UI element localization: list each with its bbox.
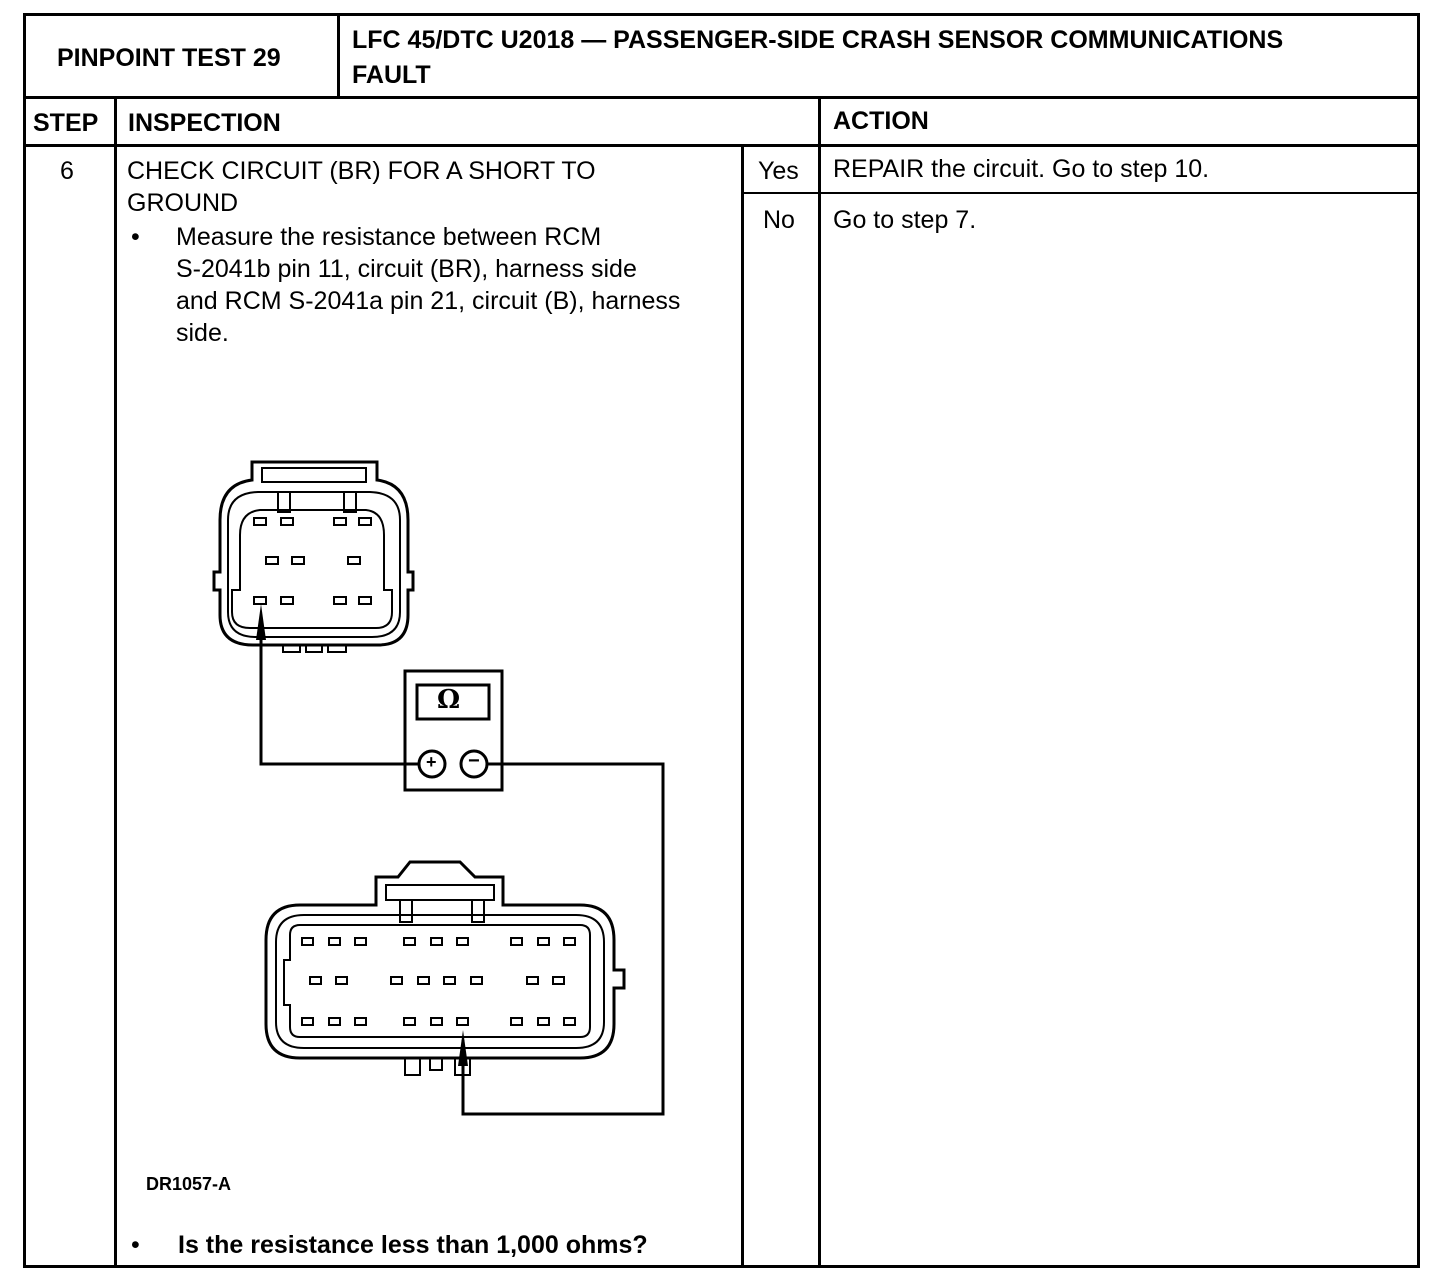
rcm-connector-s2041b: [214, 462, 413, 652]
test-title-line-1: LFC 45/DTC U2018 — PASSENGER-SIDE CRASH SENSOR COMMUNICATIONS: [352, 26, 1284, 54]
yes-action: REPAIR the circuit. Go to step 10.: [833, 155, 1210, 183]
inspection-column-header: INSPECTION: [128, 109, 281, 137]
bullet-line-2: S-2041b pin 11, circuit (BR), harness side: [176, 255, 637, 283]
bullet-line-1: Measure the resistance between RCM: [176, 223, 602, 251]
action-column-header: ACTION: [833, 107, 929, 135]
yes-label: Yes: [758, 157, 799, 185]
ohm-symbol: Ω: [437, 685, 461, 715]
question-bullet-marker: •: [131, 1231, 140, 1259]
pinpoint-test-label: PINPOINT TEST 29: [57, 44, 281, 72]
bullet-line-3: and RCM S-2041a pin 21, circuit (B), harness: [176, 287, 681, 315]
bullet-marker: •: [131, 223, 140, 251]
rcm-connector-s2041a: [266, 862, 624, 1075]
check-title-line-2: GROUND: [127, 189, 239, 217]
bullet-line-4: side.: [176, 319, 229, 347]
check-title-line-1: CHECK CIRCUIT (BR) FOR A SHORT TO: [127, 157, 596, 185]
no-label: No: [763, 206, 795, 234]
question-text: Is the resistance less than 1,000 ohms?: [178, 1231, 648, 1259]
step-number: 6: [60, 157, 74, 185]
test-title-line-2: FAULT: [352, 61, 431, 89]
step-column-header: STEP: [33, 109, 99, 137]
meter-minus-terminal: −: [468, 750, 480, 772]
no-action: Go to step 7.: [833, 206, 977, 234]
meter-plus-terminal: +: [426, 752, 437, 772]
positive-probe-tip: [256, 604, 266, 640]
figure-id: DR1057-A: [146, 1174, 232, 1194]
